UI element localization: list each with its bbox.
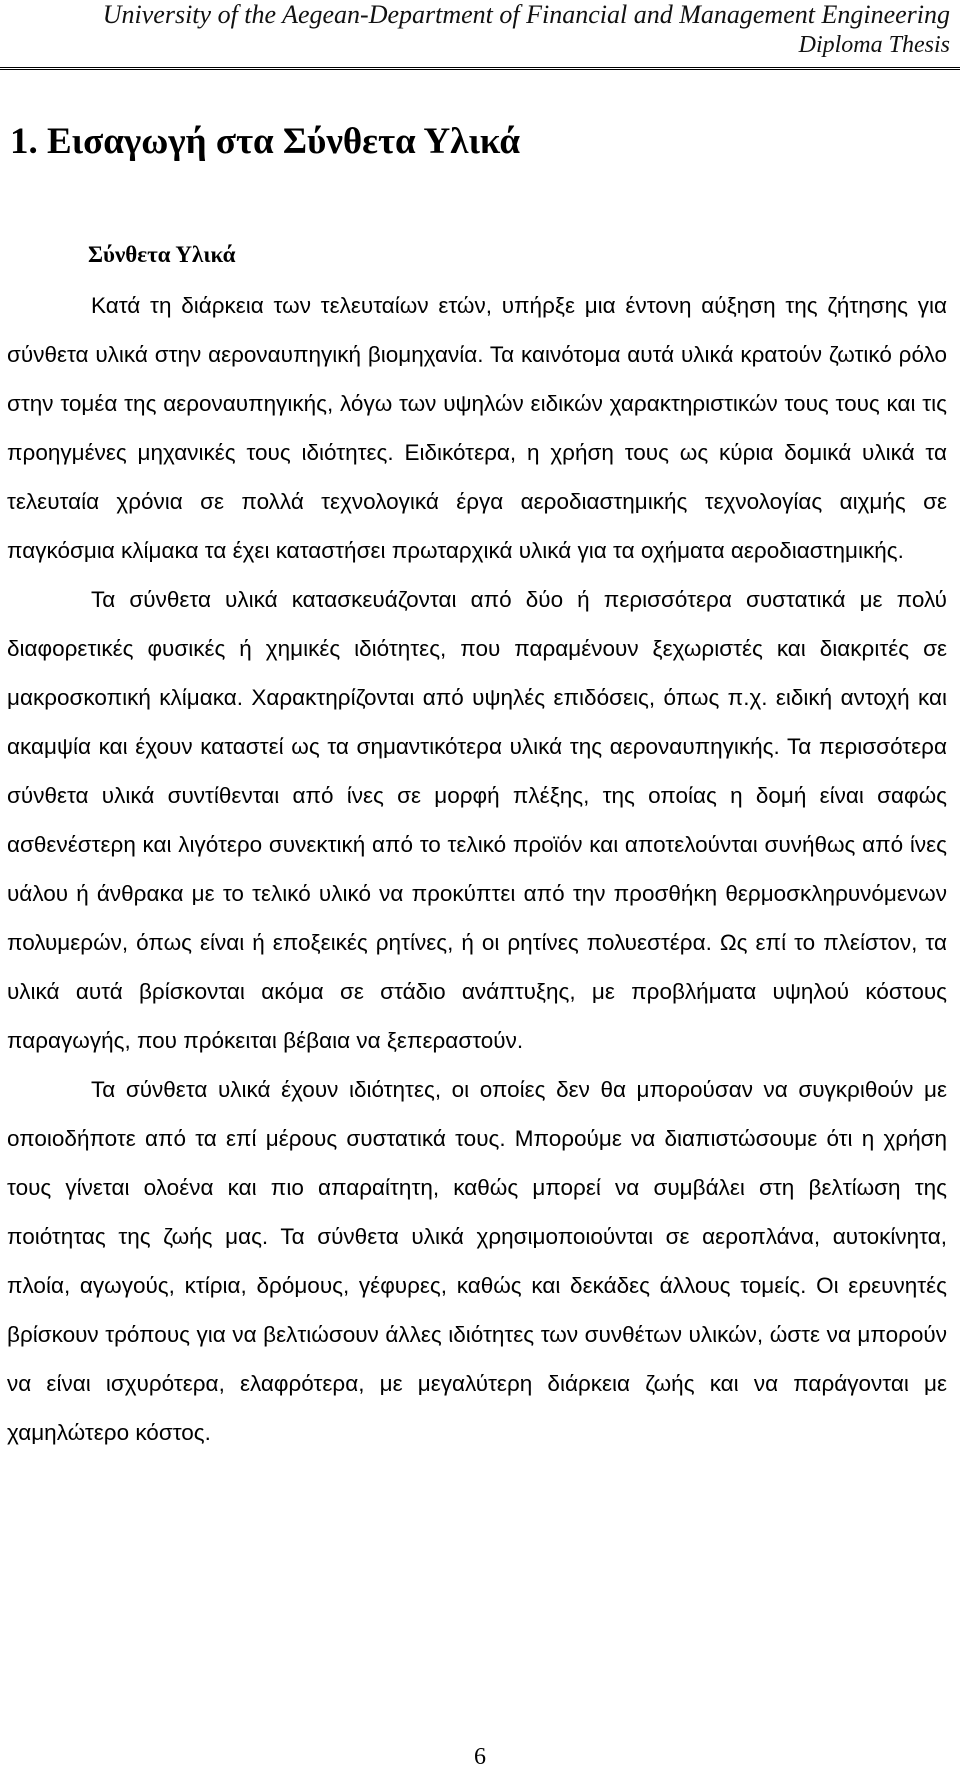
- header-thesis-type: Diploma Thesis: [798, 32, 950, 58]
- paragraph-1: Κατά τη διάρκεια των τελευταίων ετών, υπήρξε μια έντονη αύξηση της ζήτησης για σύνθετα υλικά στην αεροναυπηγική βιομηχανία. Τα καινότομα αυτά υλικά κρατούν ζωτικό ρόλο στην τομέα της αεροναυπηγικής, λόγω των υψηλών ειδικών χαρακτηριστικών τους τους και τις προηγμένες μηχανικές τους ιδιότητες. Ειδικότερα, η χρήση τους ως κύρια δομικά υλικά τα τελευταία χρόνια σε πολλά τεχνολογικά έργα αεροδιαστημικής τεχνολογίας αιχμής σε παγκόσμια κλίμακα τα έχει καταστήσει πρωταρχικά υλικά για τα οχήματα αεροδιαστημικής.: [7, 293, 947, 563]
- page-header: [0, 0, 960, 70]
- paragraph-2: Τα σύνθετα υλικά κατασκευάζονται από δύο ή περισσότερα συστατικά με πολύ διαφορετικές φυσικές ή χημικές ιδιότητες, που παραμένουν ξεχωριστές και διακριτές σε μακροσκοπική κλίμακα. Χαρακτηρίζονται από υψηλές επιδόσεις, όπως π.χ. ειδική αντοχή και ακαμψία και έχουν καταστεί ως τα σημαντικότερα υλικά της αεροναυπηγικής. Τα περισσότερα σύνθετα υλικά συντίθενται από ίνες σε μορφή πλέξης, της οποίας η δομή είναι σαφώς ασθενέστερη και λιγότερο συνεκτική από το τελικό προϊόν και αποτελούνται συνήθως από ίνες υάλου ή άνθρακα με το τελικό υλικό να προκύπτει από την προσθήκη θερμοσκληρυνόμενων πολυμερών, όπως είναι ή εποξεικές ρητίνες, ή οι ρητίνες πολυεστέρα. Ως επί το πλείστον, τα υλικά αυτά βρίσκονται ακόμα σε στάδιο ανάπτυξης, με προβλήματα υψηλού κόστους παραγωγής, που πρόκειται βέβαια να ξεπεραστούν.: [7, 587, 947, 1053]
- header-university: University of the Aegean-Department of Financial and Management Engineering: [102, 0, 950, 29]
- page-number: 6: [474, 1744, 486, 1770]
- section-title: Σύνθετα Υλικά: [88, 242, 236, 267]
- chapter-title: 1. Εισαγωγή στα Σύνθετα Υλικά: [10, 121, 521, 162]
- body-text: [7, 281, 947, 1457]
- paragraph-3: Τα σύνθετα υλικά έχουν ιδιότητες, οι οποίες δεν θα μπορούσαν να συγκριθούν με οποιοδήποτε από τα επί μέρους συστατικά τους. Μπορούμε να διαπιστώσουμε ότι η χρήση τους γίνεται ολοένα και πιο απαραίτητη, καθώς μπορεί να συμβάλει στη βελτίωση της ποιότητας της ζωής μας. Τα σύνθετα υλικά χρησιμοποιούνται σε αεροπλάνα, αυτοκίνητα, πλοία, αγωγούς, κτίρια, δρόμους, γέφυρες, καθώς και δεκάδες άλλους τομείς. Οι ερευνητές βρίσκουν τρόπους για να βελτιώσουν άλλες ιδιότητες των συνθέτων υλικών, ώστε να μπορούν να είναι ισχυρότερα, ελαφρότερα, με μεγαλύτερη διάρκεια ζωής και να παράγονται με χαμηλώτερο κόστος.: [7, 1077, 947, 1445]
